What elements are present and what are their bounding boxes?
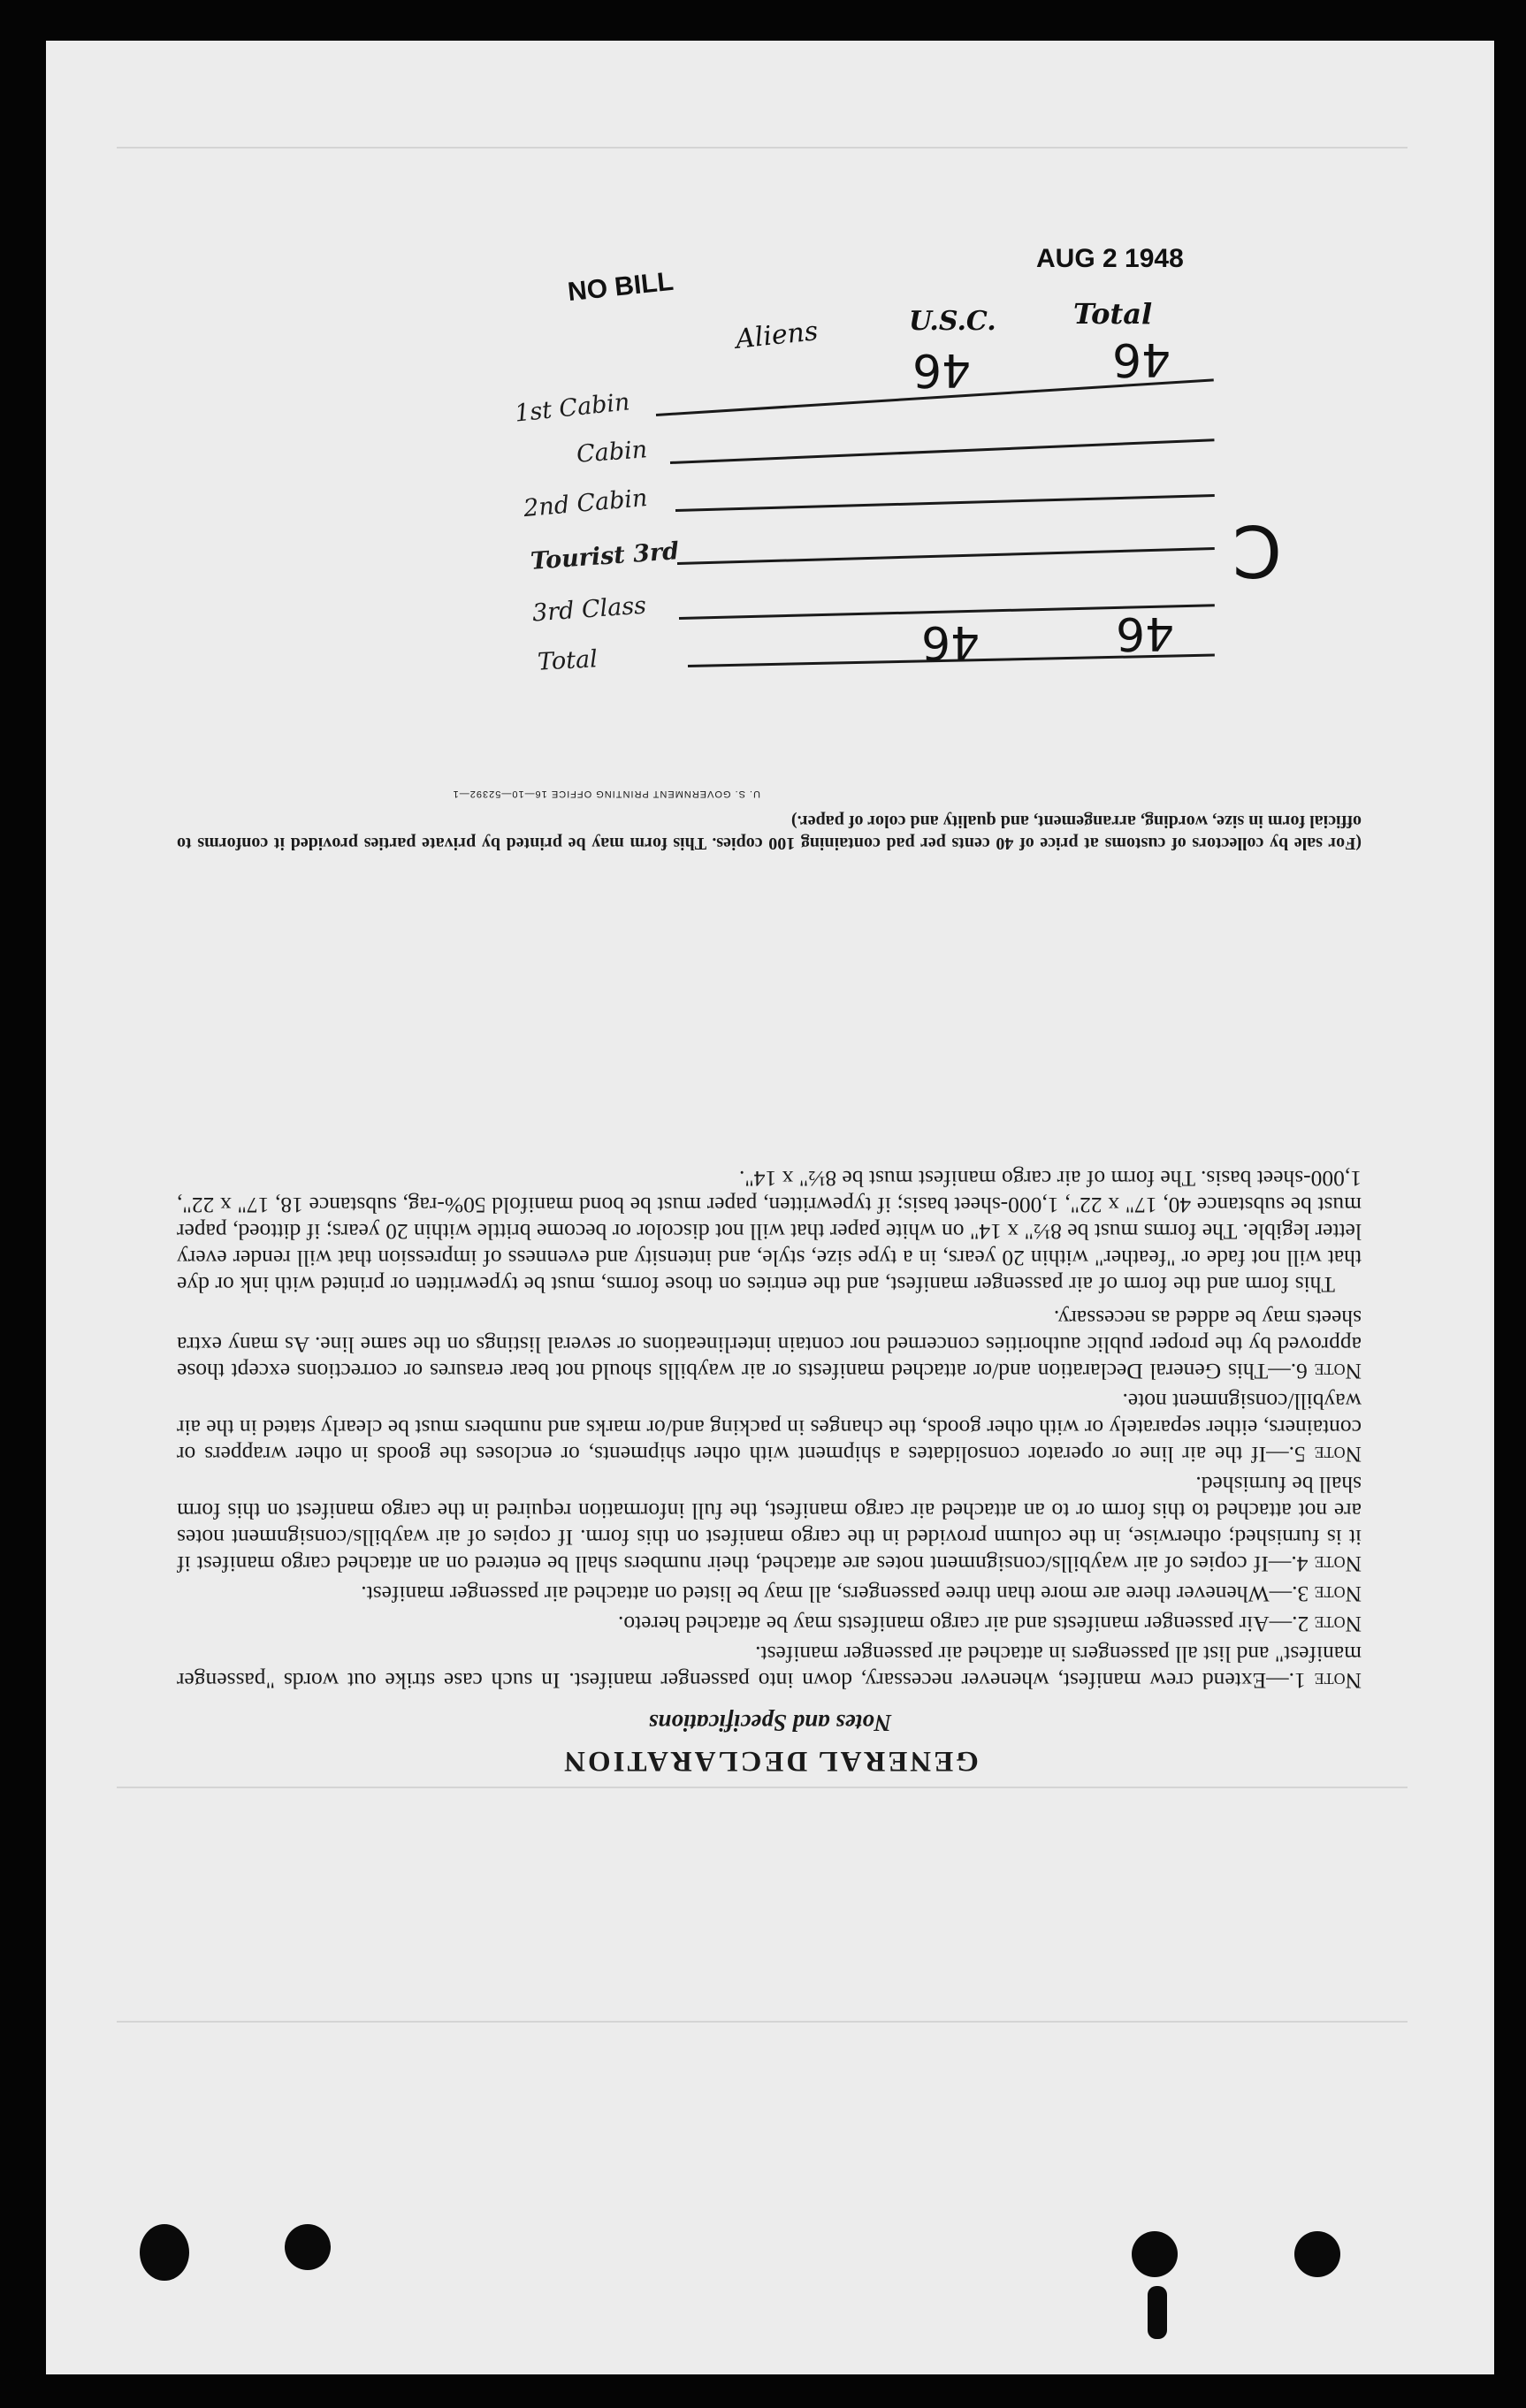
- note-item: [177, 1641, 1362, 1694]
- note-label: Note 4.: [1291, 1551, 1362, 1577]
- note-item: [177, 1305, 1362, 1384]
- note-item: [177, 1581, 1362, 1607]
- row-label-1st-cabin: 1st Cabin: [513, 388, 631, 428]
- note-label: Note 5.: [1288, 1442, 1362, 1467]
- note-text: —Extend crew manifest, whenever necessary, down into passenger manifest. In such case strike out words "passenger manifest" and list all passengers in attached air passenger manifest.: [177, 1642, 1362, 1694]
- row-label-2nd-cabin: 2nd Cabin: [522, 484, 649, 523]
- inverted-form-text: [46, 41, 1494, 2374]
- handwritten-3rd-usc: 46: [921, 615, 980, 668]
- date-stamp: AUG 2 1948: [1036, 244, 1184, 273]
- sale-notice: (For sale by collectors of customs at price of 40 cents per pad containing 100 copies. This form may be printed by private parties provided it conforms to official form in size, wording, arrangement, and quality and color of paper.): [177, 812, 1362, 853]
- row-label-total: Total: [537, 645, 599, 676]
- note-item: [177, 1471, 1362, 1577]
- note-item: [177, 1388, 1362, 1467]
- note-label: Note 2.: [1292, 1612, 1362, 1637]
- note-text: —Whenever there are more than three passengers, all may be listed on attached air passenger manifest.: [361, 1581, 1293, 1607]
- document-page: [46, 41, 1494, 2374]
- printing-office-line: U. S. GOVERNMENT PRINTING OFFICE 16—10—52392—1: [452, 789, 760, 799]
- handwritten-usc-count: 46: [912, 343, 972, 396]
- note-text: —If the air line or operator consolidates a shipment with other shipments, or encloses the goods in other wrappers or containers, either separately or with other goods, the changes in packing and/or marks and numbers must be clearly stated in the air waybill/consignment note.: [177, 1389, 1362, 1467]
- handwritten-total-count: 46: [1112, 332, 1171, 385]
- column-header-usc: U.S.C.: [909, 306, 996, 337]
- notes-list: [177, 1165, 1362, 1694]
- form-title: GENERAL DECLARATION: [561, 1745, 979, 1777]
- row-label-tourist-3rd: Tourist 3rd: [530, 537, 680, 575]
- note-label: Note 3.: [1292, 1581, 1362, 1607]
- column-header-aliens: Aliens: [734, 316, 820, 355]
- note-text: —If copies of air waybills/consignment notes are attached, their numbers shall be entered on an attached cargo manifest if it is furnished; otherwise, in the column provided in the cargo manifest on this form. If copies of air waybills/consignment notes are not attached to this form or to an attached air cargo manifest, the full information required in the cargo manifest on this form shall be furnished.: [176, 1472, 1362, 1577]
- specification-paragraph: This form and the form of air passenger manifest, and the entries on those forms, must be typewritten or printed with ink or dye that will not fade or "feather" within 20 years, in a type size, style, and intensity and evenness of impression that will render every letter legible. The forms must be 8½" x 14" on white paper that will not discolor or become brittle within 20 years; if dittoed, paper must be substance 40, 17" x 22", 1,000-sheet basis; if typewritten, paper must be bond manifold 50%-rag, substance 18, 17" x 22", 1,000-sheet basis. The form of air cargo manifest must be 8½" x 14".: [177, 1166, 1362, 1298]
- note-text: —Air passenger manifests and air cargo manifests may be attached hereto.: [617, 1612, 1293, 1637]
- note-item: [177, 1611, 1362, 1637]
- row-label-cabin: Cabin: [576, 436, 649, 469]
- note-text: —This General Declaration and/or attached manifests or air waybills should not bear erasures or corrections except those approved by the proper public authorities concerned nor contain interlineations or several listings on the same line. As many extra sheets may be added as necessary.: [177, 1306, 1362, 1384]
- form-subtitle: Notes and Specifications: [648, 1710, 892, 1736]
- row-label-3rd-class: 3rd Class: [531, 591, 647, 628]
- note-label: Note 6.: [1290, 1359, 1362, 1384]
- column-header-total: Total: [1073, 297, 1153, 331]
- no-bill-stamp: NO BILL: [566, 266, 675, 308]
- handwritten-circled-mark: C: [1232, 509, 1282, 591]
- handwritten-3rd-total: 46: [1116, 606, 1175, 659]
- note-label: Note 1.: [1288, 1668, 1362, 1694]
